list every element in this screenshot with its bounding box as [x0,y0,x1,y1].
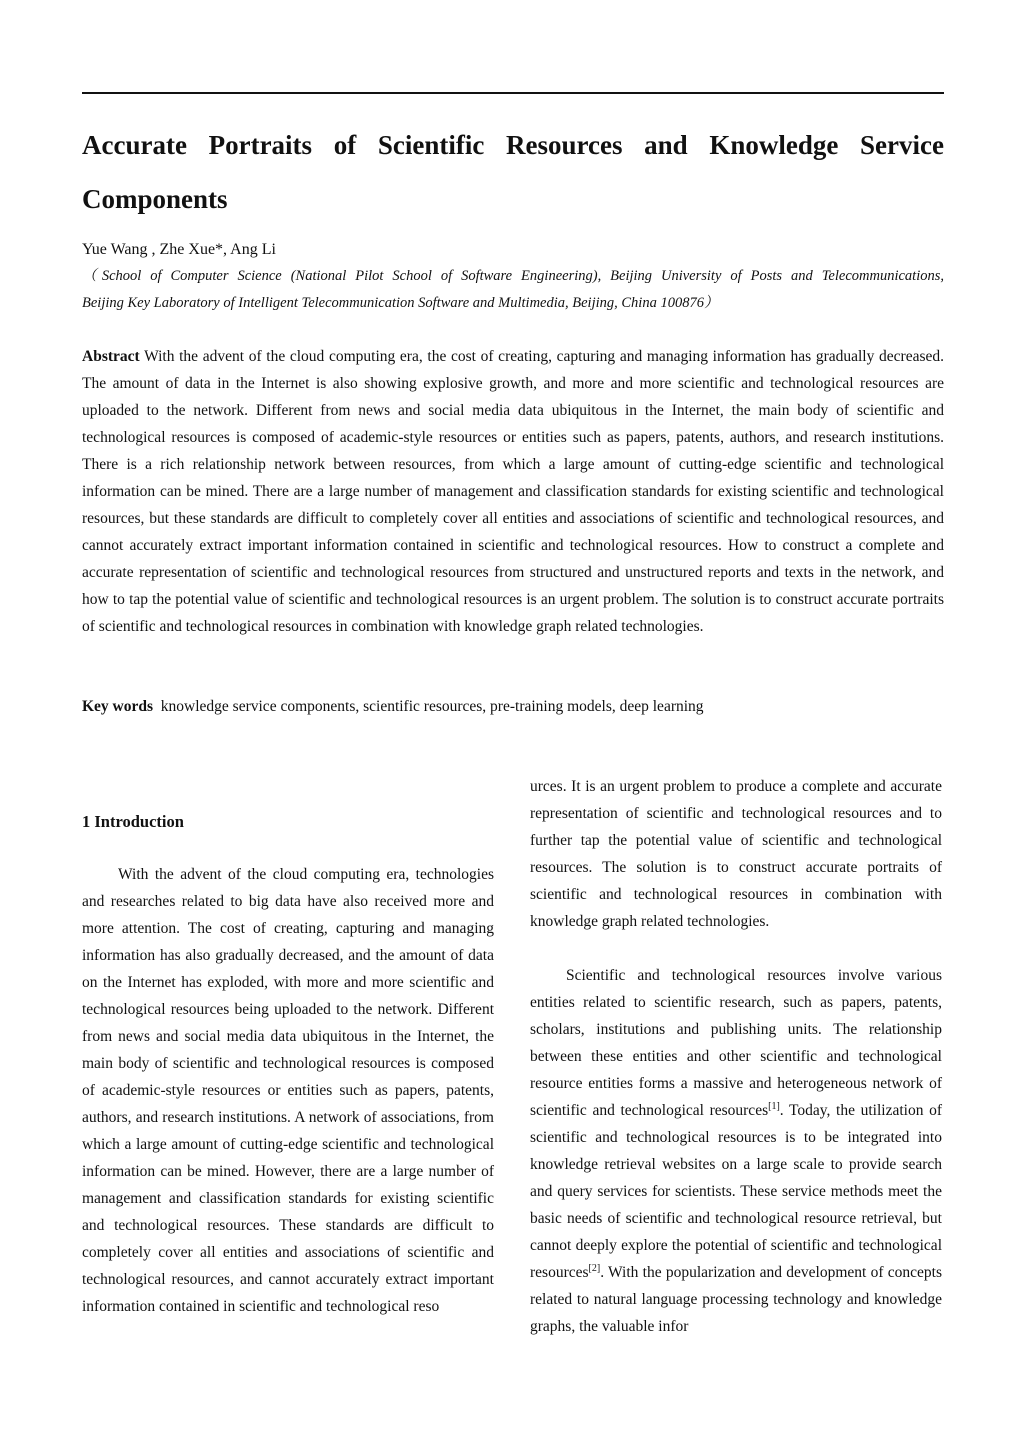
intro-paragraph-2-part-c: . With the popularization and development of concepts related to natural language processing technology and knowledge graphs, the valuable infor [530,1264,942,1335]
intro-paragraph-2 [530,962,942,1340]
affiliation [82,263,944,317]
keywords-label: Key words [82,698,154,715]
paper-title [82,118,944,226]
affiliation-line-1: （School of Computer Science (National Pilot School of Software Engineering), Beijing University of Posts and Telecommunications, [82,268,944,284]
intro-paragraph-1-continued: urces. It is an urgent problem to produce a complete and accurate representation of scientific and technological resources and to further tap the potential value of scientific and technological resources. The solution is to construct accurate portraits of scientific and technological resources in combination with knowledge graph related technologies. [530,778,942,930]
abstract-label: Abstract [82,348,140,365]
section-heading-introduction: 1 Introduction [82,812,184,831]
intro-paragraph-2-part-a: Scientific and technological resources involve various entities related to scientific research, such as papers, patents, scholars, institutions and publishing units. The relationship between these entities and other scientific and technological resource entities forms a massive and heterogeneous network of scientific and technological resources [530,967,942,1119]
author-list: Yue Wang , Zhe Xue*, Ang Li [82,241,276,258]
abstract [82,343,944,640]
keywords-text: knowledge service components, scientific resources, pre-training models, deep learning [160,698,704,715]
abstract-text: With the advent of the cloud computing era, the cost of creating, capturing and managing information has gradually decreased. The amount of data in the Internet is also showing explosive growth, and more and more scientific and technological resources are uploaded to the network. Different from news and social media data ubiquitous in the Internet, the main body of scientific and technological resources is composed of academic-style resources or entities such as papers, patents, authors, and research institutions. There is a rich relationship network between resources, from which a large amount of cutting-edge scientific and technological information can be mined. There are a large number of management and classification standards for existing scientific and technological resources, but these standards are difficult to completely cover all entities and associations of scientific and technological resources, and cannot accurately extract important information contained in scientific and technological resources. How to construct a complete and accurate representation of scientific and technological resources from structured and unstructured reports and texts in the network, and how to tap the potential value of scientific and technological resources is an urgent problem. The solution is to construct accurate portraits of scientific and technological resources in combination with knowledge graph related technologies. [82,348,944,635]
affiliation-line-2: Beijing Key Laboratory of Intelligent Telecommunication Software and Multimedia, Beijing, China 100876） [82,295,719,311]
paper-title-line-1: Accurate Portraits of Scientific Resources and Knowledge Service [82,130,944,160]
citation-2[interactable]: [2] [588,1262,601,1274]
citation-1[interactable]: [1] [768,1100,780,1112]
paper-title-line-2: Components [82,184,228,214]
header-rule [82,92,944,94]
keywords [82,693,944,720]
intro-paragraph-1: With the advent of the cloud computing era, technologies and researches related to big data have also received more and more attention. The cost of creating, capturing and managing information has also gradually decreased, and the amount of data on the Internet has exploded, with more and more scientific and technological resources being uploaded to the network. Different from news and social media data ubiquitous in the Internet, the main body of scientific and technological resources is composed of academic-style resources or entities such as papers, patents, authors, and research institutions. A network of associations, from which a large amount of cutting-edge scientific and technological information can be mined. However, there are a large number of management and classification standards for existing scientific and technological resources. These standards are difficult to completely cover all entities and associations of scientific and technological resources, and cannot accurately extract important information contained in scientific and technological reso [82,866,494,1315]
intro-paragraph-2-part-b: . Today, the utilization of scientific and technological resources is to be integrated into knowledge retrieval websites on a large scale to provide search and query services for scientists. These service methods meet the basic needs of scientific and technological resource retrieval, but cannot deeply explore the potential of scientific and technological resources [530,1102,942,1281]
